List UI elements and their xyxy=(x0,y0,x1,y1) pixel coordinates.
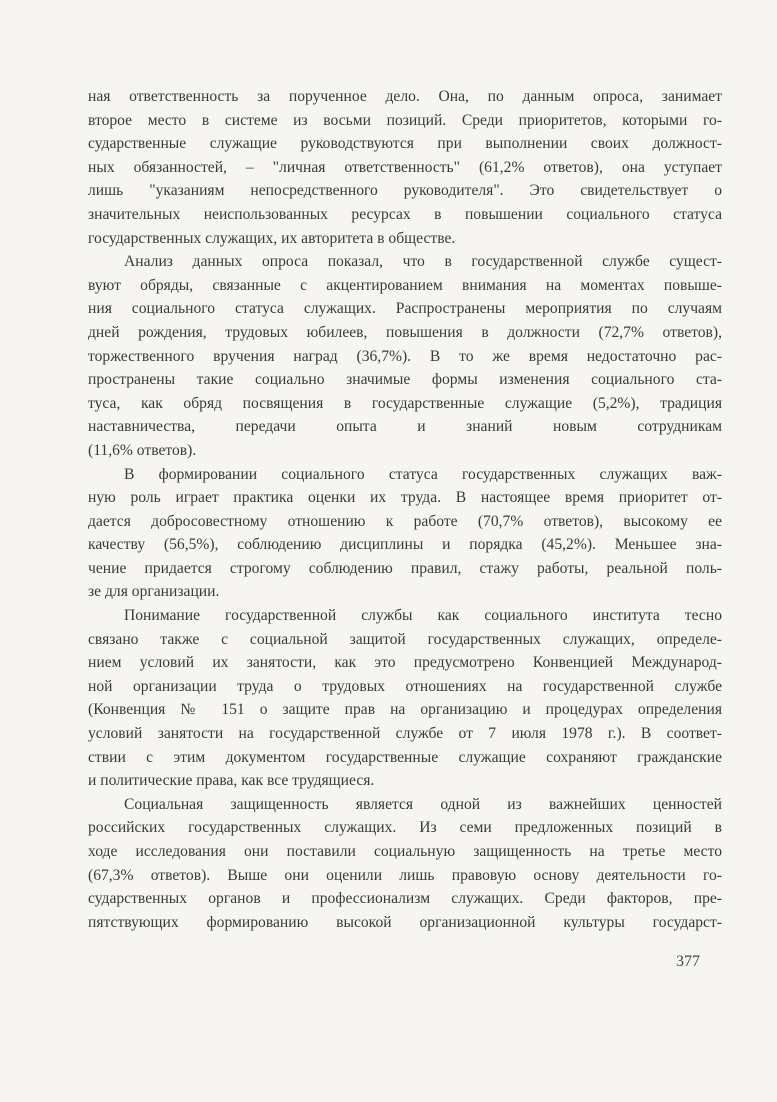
text-line: государственных служащих, их авторитета в обществе. xyxy=(88,229,456,247)
text-line: В формировании социального статуса государственных служащих важ- xyxy=(124,465,722,483)
text-line: ных обязанностей, – "личная ответственность" (61,2% ответов), она уступает xyxy=(88,158,722,176)
text-line: (Конвенция № 151 о защите прав на организацию и процедурах определения xyxy=(88,701,722,719)
body-text xyxy=(88,85,722,934)
text-line: сударственные служащие руководствуются при выполнении своих должност- xyxy=(88,135,722,153)
text-line: пятствующих формированию высокой организационной культуры государст- xyxy=(88,913,722,931)
text-line: вуют обряды, связанные с акцентированием внимания на моментах повыше- xyxy=(88,276,722,294)
text-line: нием условий их занятости, как это предусмотрено Конвенцией Международ- xyxy=(88,654,722,672)
text-line: связано также с социальной защитой государственных служащих, определе- xyxy=(88,630,722,648)
text-line: лишь "указаниям непосредственного руководителя". Это свидетельствует о xyxy=(88,182,722,200)
text-line: российских государственных служащих. Из семи предложенных позиций в xyxy=(88,819,722,837)
text-line: ная ответственность за порученное дело. Она, по данным опроса, занимает xyxy=(88,88,722,105)
paragraph-1 xyxy=(88,85,722,250)
text-line: пространены такие социально значимые формы изменения социального ста- xyxy=(88,371,722,389)
text-line: и политические права, как все трудящиеся. xyxy=(88,772,375,790)
paragraph-3 xyxy=(88,463,722,605)
text-line: (11,6% ответов). xyxy=(88,441,197,459)
text-line: дается добросовестному отношению к работе (70,7% ответов), высокому ее xyxy=(88,512,722,530)
text-line: наставничества, передачи опыта и знаний новым сотрудникам xyxy=(88,418,722,436)
text-line: (67,3% ответов). Выше они оценили лишь правовую основу деятельности го- xyxy=(88,866,722,884)
text-line: чение придается строгому соблюдению правил, стажу работы, реальной поль- xyxy=(88,559,722,577)
text-line: Социальная защищенность является одной из важнейших ценностей xyxy=(124,795,722,813)
text-line: Понимание государственной службы как социального института тесно xyxy=(124,607,722,625)
text-line: зе для организации. xyxy=(88,583,220,601)
text-line: значительных неиспользованных ресурсах в повышении социального статуса xyxy=(88,205,722,223)
text-line: туса, как обряд посвящения в государственные служащие (5,2%), традиция xyxy=(88,394,722,412)
page-number: 377 xyxy=(676,953,700,970)
text-line: сударственных органов и профессионализм служащих. Среди факторов, пре- xyxy=(88,890,722,908)
text-line: Анализ данных опроса показал, что в государственной службе сущест- xyxy=(124,253,722,271)
text-line: торжественного вручения наград (36,7%). В то же время недостаточно рас- xyxy=(88,347,722,365)
text-line: ствии с этим документом государственные служащие сохраняют гражданские xyxy=(88,748,722,766)
text-line: ной организации труда о трудовых отношениях на государственной службе xyxy=(88,677,722,695)
paragraph-5 xyxy=(88,793,722,935)
text-line: условий занятости на государственной службе от 7 июля 1978 г.). В соответ- xyxy=(88,725,722,743)
paragraph-4 xyxy=(88,604,722,793)
text-line: ния социального статуса служащих. Распространены мероприятия по случаям xyxy=(88,300,722,318)
paragraph-2 xyxy=(88,250,722,462)
text-line: ную роль играет практика оценки их труда. В настоящее время приоритет от- xyxy=(88,489,722,507)
text-line: ходе исследования они поставили социальную защищенность на третье место xyxy=(88,843,722,860)
text-line: второе место в системе из восьми позиций. Среди приоритетов, которыми го- xyxy=(88,111,722,129)
text-line: дней рождения, трудовых юбилеев, повышения в должности (72,7% ответов), xyxy=(88,323,722,341)
text-line: качеству (56,5%), соблюдению дисциплины и порядка (45,2%). Меньшее зна- xyxy=(88,536,722,554)
